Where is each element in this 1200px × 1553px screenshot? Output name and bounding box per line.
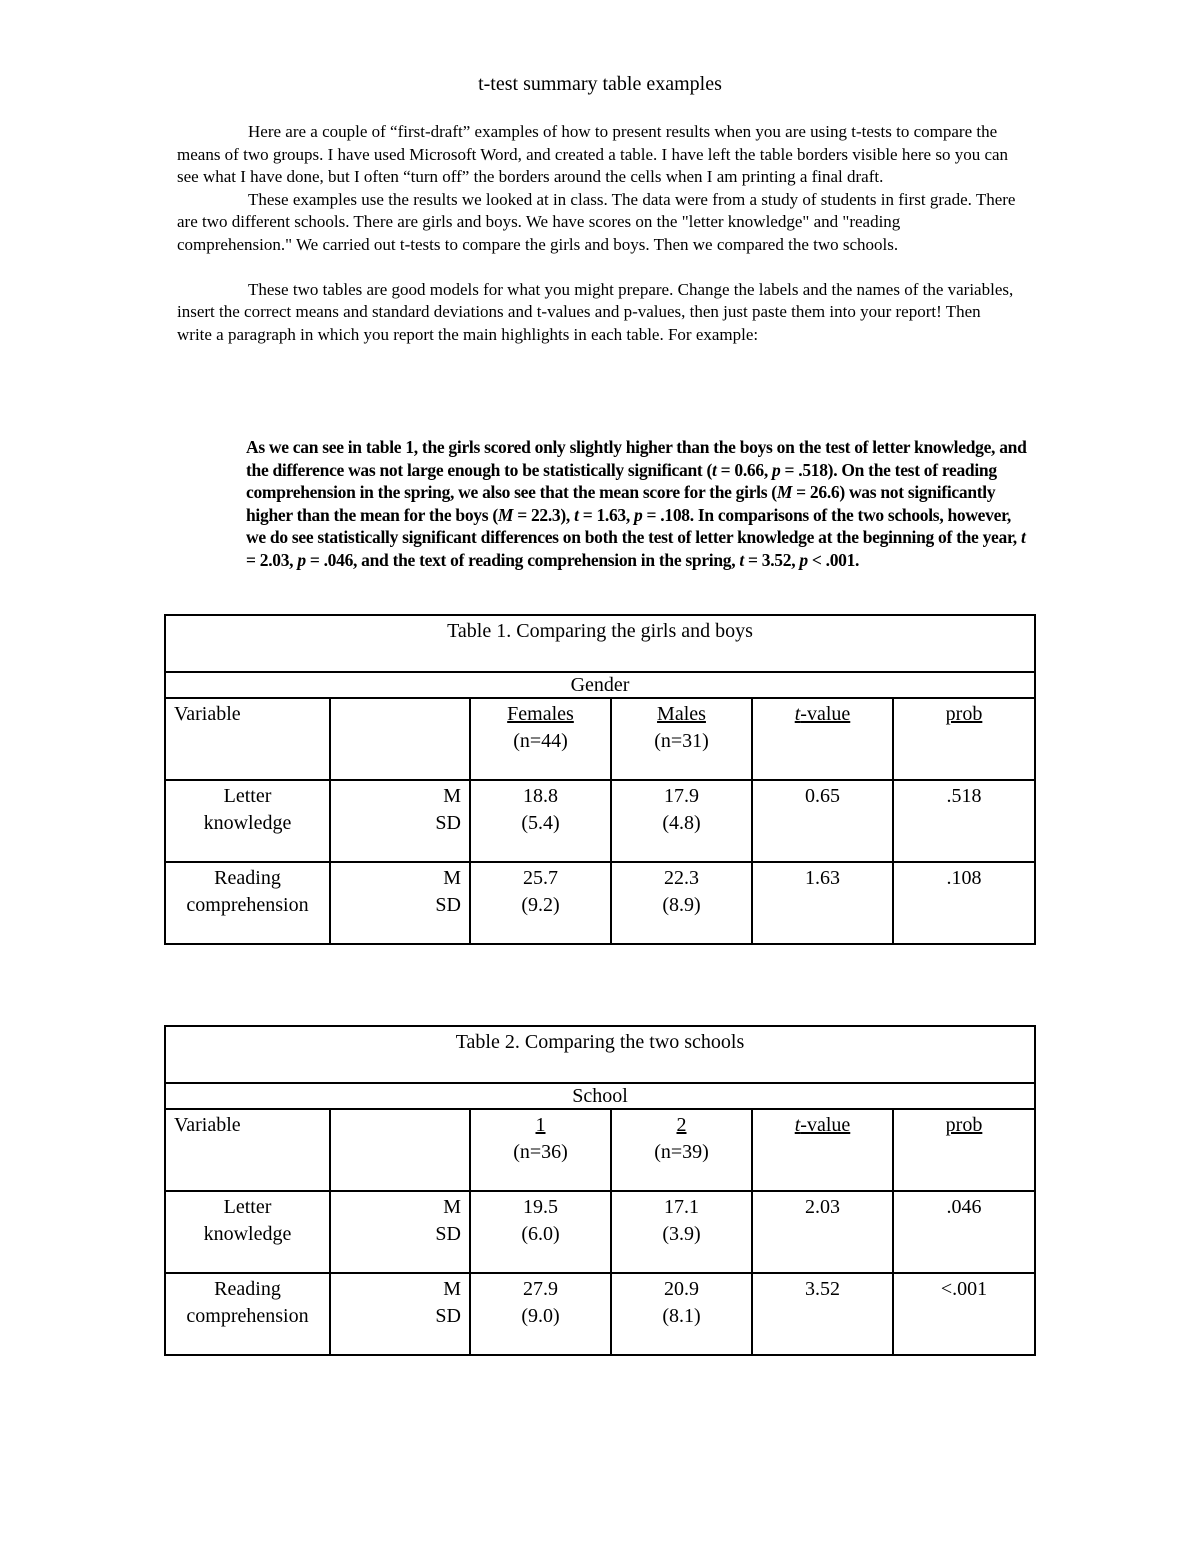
- table-1: [164, 614, 1036, 945]
- prob-value: .518: [893, 780, 1035, 862]
- paragraph-3: These two tables are good models for what you might prepare. Change the labels and the names of the variables, insert the correct means and standard deviations and t-values and p-values, then just paste them into your report! Then write a paragraph in which you report the main highlights in each table. For example:: [177, 279, 1014, 344]
- paragraph-1: Here are a couple of “first-draft” examples of how to present results when you are using t-tests to compare the means of two groups. I have used Microsoft Word, and created a table. I have left the table borders visible here so you can see what I have done, but I often “turn off” the borders around the cells when I am printing a final draft.: [177, 122, 1009, 186]
- header-group-2: 2 (n=39): [611, 1109, 752, 1191]
- stat-symbol: t: [739, 549, 744, 570]
- text: < .001.: [807, 549, 860, 570]
- stat-labels: M SD: [330, 1273, 470, 1355]
- group-1-values: 27.9 (9.0): [470, 1273, 611, 1355]
- variable-name: Reading comprehension: [165, 862, 330, 944]
- group-2-values: 22.3 (8.9): [611, 862, 752, 944]
- prob-value: .108: [893, 862, 1035, 944]
- text: = .046, and the text of reading comprehension in the spring,: [305, 549, 740, 570]
- stat-symbol: t: [712, 459, 717, 480]
- text: = 3.52,: [743, 549, 800, 570]
- example-paragraph: [246, 436, 1031, 572]
- stat-symbol: t: [574, 504, 579, 525]
- group-1-values: 18.8 (5.4): [470, 780, 611, 862]
- group-label: Gender: [165, 672, 1035, 698]
- stat-symbol: p: [799, 549, 808, 570]
- stat-symbol: M: [776, 482, 793, 503]
- t-value: 1.63: [752, 862, 893, 944]
- group-2-values: 17.1 (3.9): [611, 1191, 752, 1273]
- stat-labels: M SD: [330, 862, 470, 944]
- table-row: [165, 1273, 1035, 1355]
- stat-symbol: M: [497, 504, 514, 525]
- header-row: [165, 698, 1035, 780]
- group-2-values: 20.9 (8.1): [611, 1273, 752, 1355]
- header-t-value: t-value: [752, 1109, 893, 1191]
- document-title: t-test summary table examples: [478, 73, 722, 95]
- t-value: 0.65: [752, 780, 893, 862]
- header-group-2: Males (n=31): [611, 698, 752, 780]
- variable-name: Letter knowledge: [165, 780, 330, 862]
- prob-value: .046: [893, 1191, 1035, 1273]
- variable-name: Reading comprehension: [165, 1273, 330, 1355]
- header-prob: prob: [893, 1109, 1035, 1191]
- text: = 2.03,: [246, 549, 298, 570]
- header-variable: Variable: [165, 698, 330, 780]
- table-2: [164, 1025, 1036, 1356]
- text: = .108. In comparisons of the two schools, however, we do see statistically significant differences on both the test of letter knowledge at the beginning of the year,: [246, 504, 1021, 548]
- stat-labels: M SD: [330, 1191, 470, 1273]
- header-t-value: t-value: [752, 698, 893, 780]
- header-stat: [330, 698, 470, 780]
- paragraph-2: These examples use the results we looked at in class. The data were from a study of students in first grade. There are two different schools. There are girls and boys. We have scores on the "letter knowledge" and "reading comprehension." We carried out t-tests to compare the girls and boys. Then we compared the two schools.: [177, 189, 1016, 254]
- text: = 26.6) was not significantly higher than the mean for the boys (: [246, 482, 996, 525]
- variable-name: Letter knowledge: [165, 1191, 330, 1273]
- header-variable: Variable: [165, 1109, 330, 1191]
- group-2-values: 17.9 (4.8): [611, 780, 752, 862]
- header-stat: [330, 1109, 470, 1191]
- header-row: [165, 1109, 1035, 1191]
- table-caption: Table 2. Comparing the two schools: [165, 1026, 1035, 1083]
- stat-symbol: t: [1020, 527, 1026, 548]
- table-caption: Table 1. Comparing the girls and boys: [165, 615, 1035, 672]
- stat-symbol: p: [771, 459, 781, 480]
- intro-text: [177, 121, 1017, 346]
- text: As we can see in table 1, the girls scored only slightly higher than the boys on the test of letter knowledge, and the difference was not large enough to be statistically significant (: [246, 437, 1027, 480]
- header-group-1: 1 (n=36): [470, 1109, 611, 1191]
- t-value: 2.03: [752, 1191, 893, 1273]
- header-group-1: Females (n=44): [470, 698, 611, 780]
- text: = 0.66,: [716, 459, 772, 480]
- group-1-values: 19.5 (6.0): [470, 1191, 611, 1273]
- text: = .518). On the test of reading comprehension in the spring, we also see that the mean score for the girls (: [246, 459, 997, 503]
- stat-symbol: p: [297, 549, 306, 570]
- table-row: [165, 1191, 1035, 1273]
- text: = 1.63,: [578, 504, 635, 525]
- header-prob: prob: [893, 698, 1035, 780]
- t-value: 3.52: [752, 1273, 893, 1355]
- prob-value: <.001: [893, 1273, 1035, 1355]
- group-1-values: 25.7 (9.2): [470, 862, 611, 944]
- stat-symbol: p: [634, 504, 643, 525]
- stat-labels: M SD: [330, 780, 470, 862]
- table-row: [165, 862, 1035, 944]
- group-label: School: [165, 1083, 1035, 1109]
- table-row: [165, 780, 1035, 862]
- text: = 22.3),: [513, 504, 575, 525]
